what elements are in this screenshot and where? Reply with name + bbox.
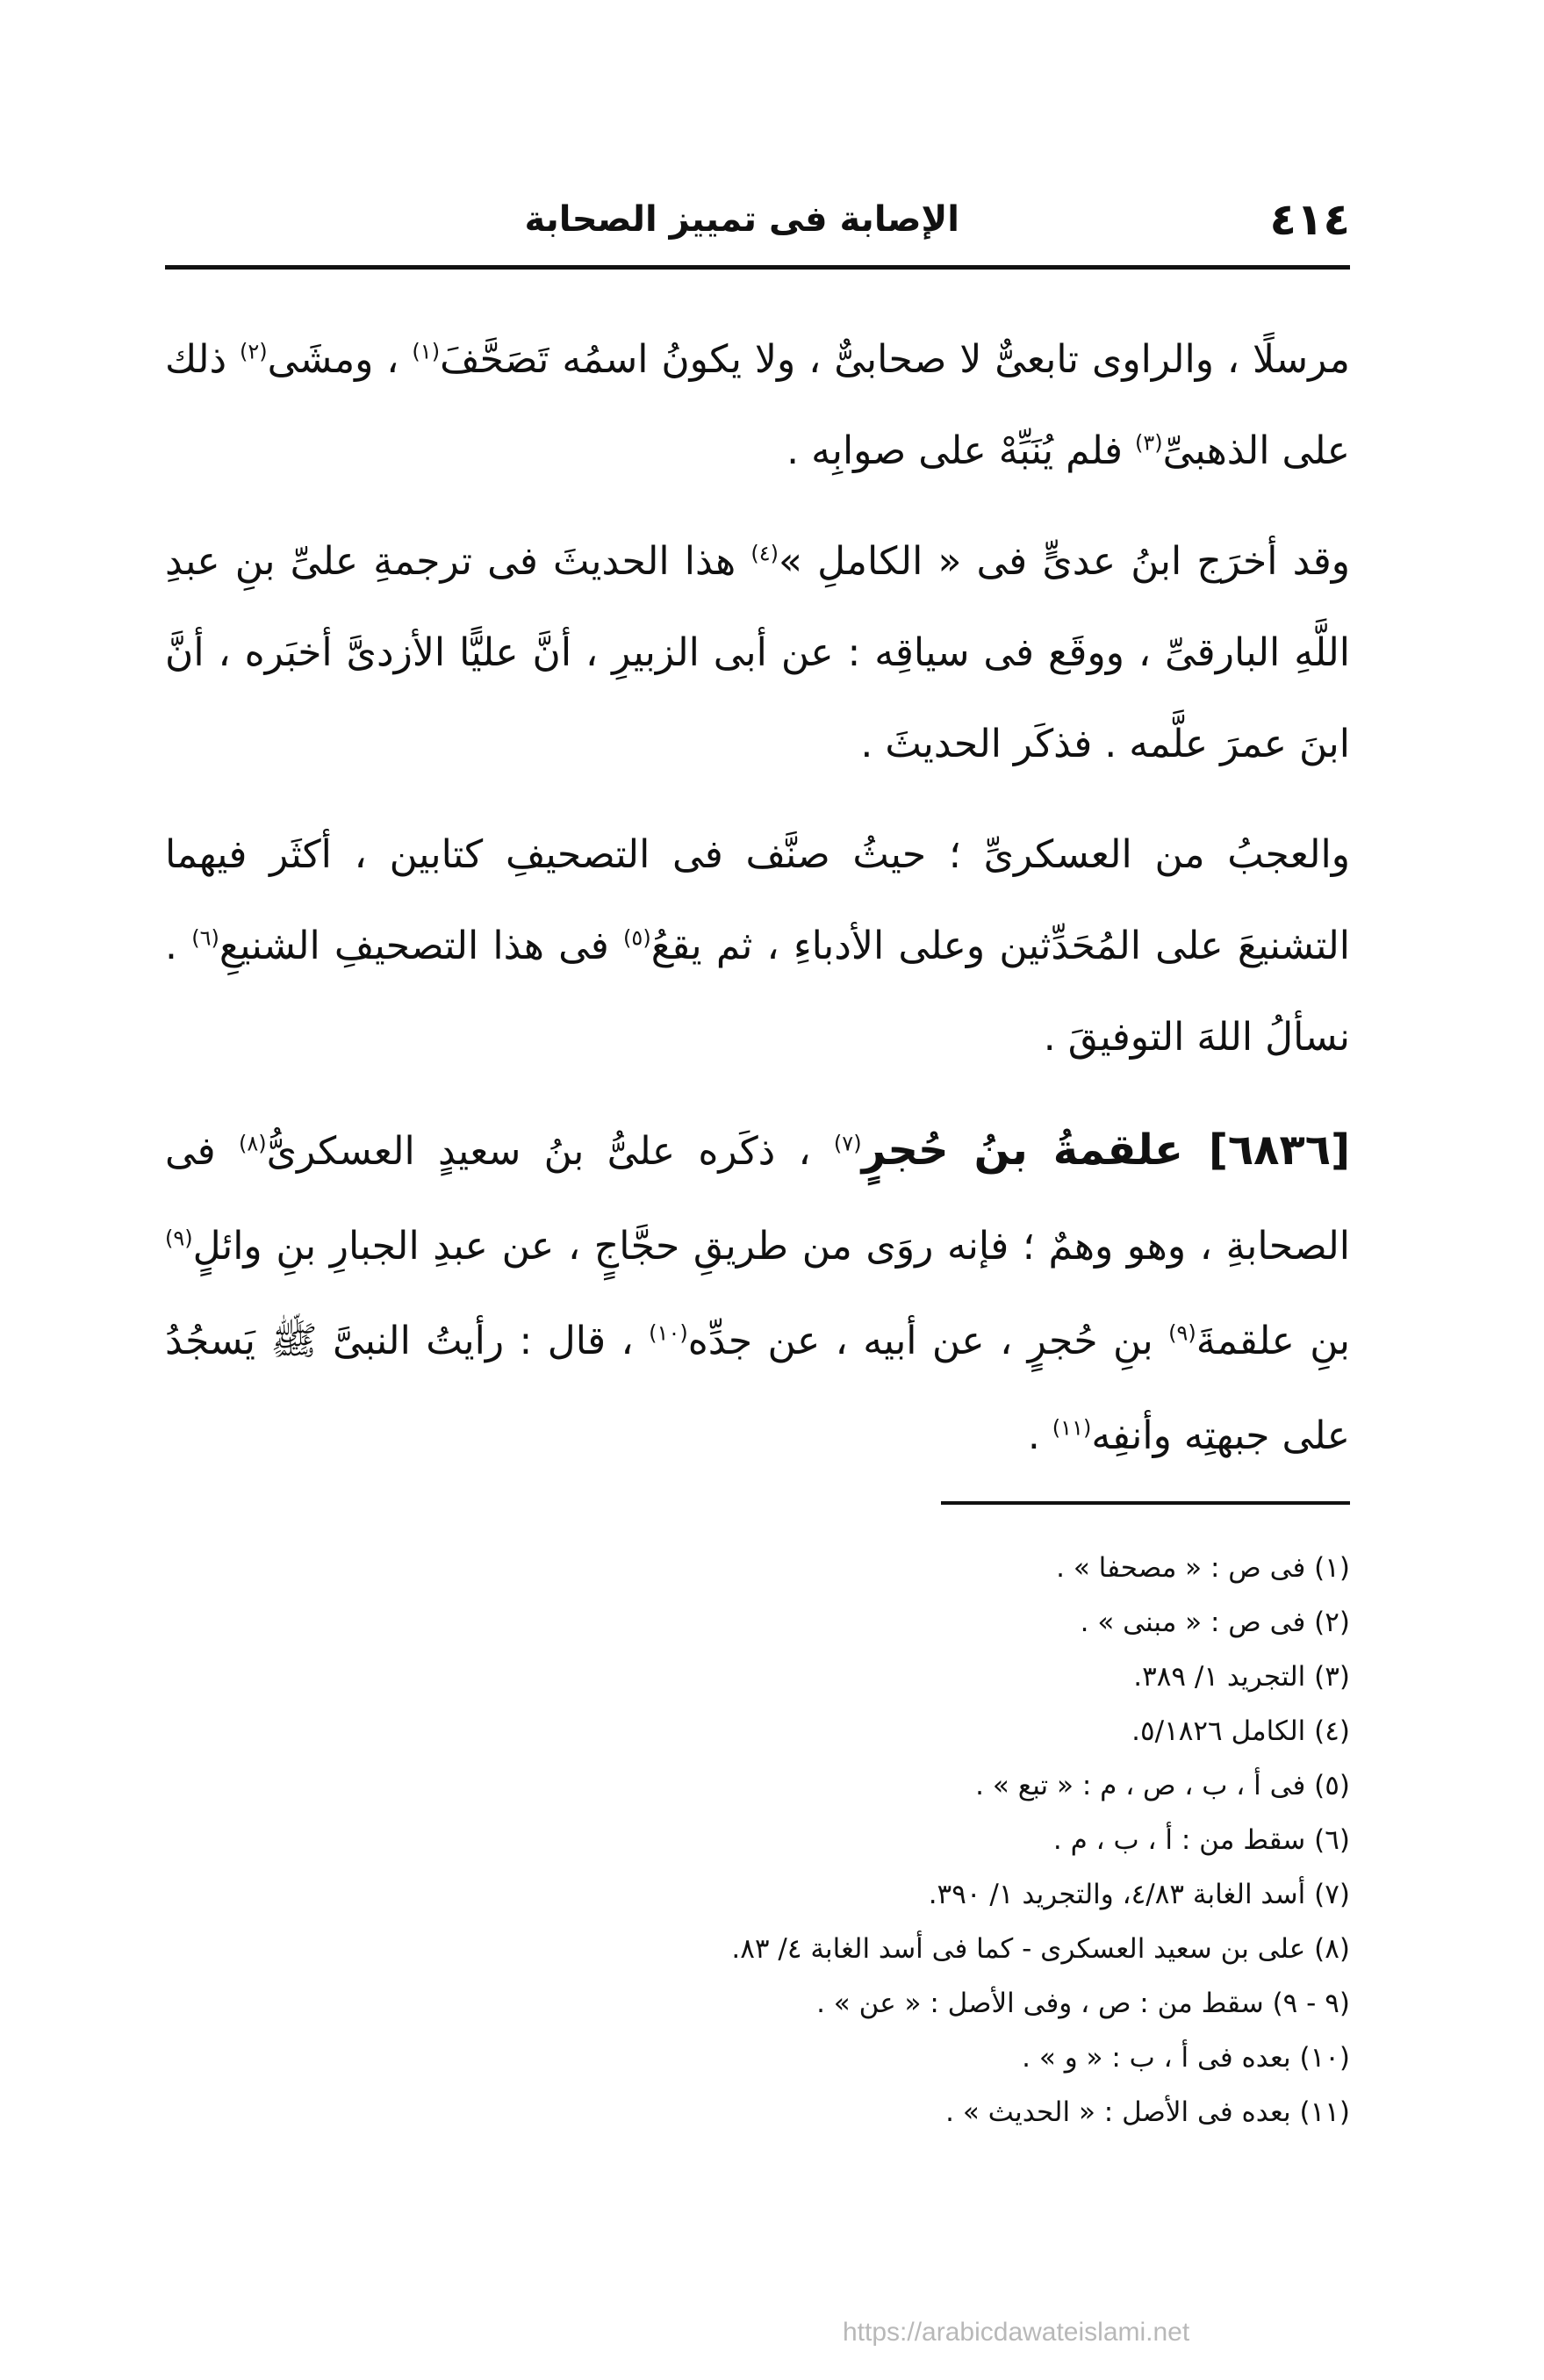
entry-name: علقمةُ بنُ حُجرٍ bbox=[861, 1125, 1209, 1175]
paragraph-2 bbox=[165, 516, 1350, 790]
main-text bbox=[165, 314, 1350, 1503]
text-run: والعجبُ من العسكرىِّ ؛ حيثُ صنَّف فى التصحيفِ كتابين ، أكثَر فيهما التشنيعَ على المُحَدِّثين وعلى الأدباءِ ، ثم يقعُ bbox=[165, 832, 1350, 968]
text-run: مرسلًا ، والراوى تابعىٌّ لا صحابىٌّ ، ولا يكونُ اسمُه تَصَحَّفَ bbox=[440, 337, 1351, 382]
note-ref: (١١) bbox=[1052, 1415, 1092, 1441]
text-run: وقد أخرَج ابنُ عدىٍّ فى « الكاملِ » bbox=[779, 539, 1350, 584]
text-run: . bbox=[1027, 1413, 1052, 1458]
footnote: (٤) الكامل ٥/١٨٢٦. bbox=[1131, 1715, 1350, 1747]
note-ref: (٦) bbox=[191, 925, 219, 951]
text-run: فى هذا التصحيفِ الشنيعِ bbox=[219, 924, 624, 968]
text-run: ، ذكَره علىُّ بنُ سعيدٍ العسكرىُّ bbox=[266, 1129, 834, 1174]
footnote: (١١) بعده فى الأصل : « الحديث » . bbox=[945, 2096, 1350, 2128]
footnote: (٦) سقط من : أ ، ب ، م . bbox=[1052, 1824, 1350, 1856]
paragraph-1 bbox=[165, 314, 1350, 497]
note-ref: (٧) bbox=[833, 1131, 862, 1156]
text-run: ، قال : رأيتُ النبىَّ ﷺ يَسجُدُ على جبهتِه وأنفِه bbox=[165, 1319, 1350, 1458]
footnote: (٩ - ٩) سقط من : ص ، وفى الأصل : « عن » . bbox=[816, 1988, 1350, 2019]
footnote: (٢) فى ص : « مبنى » . bbox=[1080, 1607, 1350, 1638]
note-ref: (٩) bbox=[165, 1226, 193, 1251]
text-run: ، ومشَى bbox=[267, 337, 413, 382]
text-run: فلم يُنَبِّهْ على صوابِه . bbox=[786, 428, 1135, 473]
text-run: ذلك على الذهبىِّ bbox=[165, 337, 1350, 473]
footnote-rule bbox=[941, 1501, 1350, 1505]
footnote: (٣) التجريد ١/ ٣٨٩. bbox=[1133, 1661, 1350, 1693]
page-number: ٤١٤ bbox=[1269, 194, 1350, 245]
note-ref: (٩) bbox=[1168, 1320, 1196, 1346]
note-ref: (١) bbox=[412, 339, 441, 364]
note-ref: (١٠) bbox=[649, 1320, 688, 1346]
entry-6836 bbox=[165, 1103, 1350, 1484]
footnote: (٥) فى أ ، ب ، ص ، م : « تبع » . bbox=[975, 1770, 1350, 1801]
page-header bbox=[165, 189, 1350, 250]
text-run: بنِ حُجرٍ ، عن أبيه ، عن جدِّه bbox=[687, 1319, 1169, 1363]
text-run: بنِ علقمةَ bbox=[1196, 1319, 1350, 1363]
footnote: (٧) أسد الغابة ٤/٨٣، والتجريد ١/ ٣٩٠. bbox=[928, 1879, 1350, 1910]
header-rule bbox=[165, 265, 1350, 270]
footnotes bbox=[165, 1541, 1350, 2139]
note-ref: (٥) bbox=[623, 925, 651, 951]
text-run: . نسألُ اللهَ التوفيقَ . bbox=[165, 924, 1350, 1060]
source-watermark: https://arabicdawateislami.net bbox=[843, 2318, 1190, 2347]
note-ref: (٢) bbox=[240, 339, 268, 364]
entry-number: [٦٨٣٦] bbox=[1208, 1125, 1350, 1175]
note-ref: (٨) bbox=[238, 1131, 267, 1156]
text-run: هذا الحديثَ فى ترجمةِ علىِّ بنِ عبدِ اللَّهِ البارقىِّ ، ووقَع فى سياقِه : عن أبى الزبيرِ ، أنَّ عليًّا الأزدىَّ أخبَره ، أنَّ ابنَ عمرَ علَّمه . فذكَر الحديثَ . bbox=[165, 539, 1350, 766]
paragraph-3 bbox=[165, 809, 1350, 1083]
footnote: (١٠) بعده فى أ ، ب : « و » . bbox=[1022, 2042, 1350, 2074]
text-run: فى الصحابةِ ، وهو وهمٌ ؛ فإنه روَى من طريقِ حجَّاجٍ ، عن عبدِ الجبارِ بنِ وائلٍ bbox=[165, 1129, 1350, 1269]
note-ref: (٣) bbox=[1134, 430, 1163, 456]
footnote: (٨) على بن سعيد العسكرى - كما فى أسد الغابة ٤/ ٨٣. bbox=[731, 1933, 1350, 1965]
note-ref: (٤) bbox=[750, 541, 779, 566]
footnote: (١) فى ص : « مصحفا » . bbox=[1056, 1552, 1350, 1584]
running-title: الإصابة فى تمييز الصحابة bbox=[524, 199, 959, 240]
